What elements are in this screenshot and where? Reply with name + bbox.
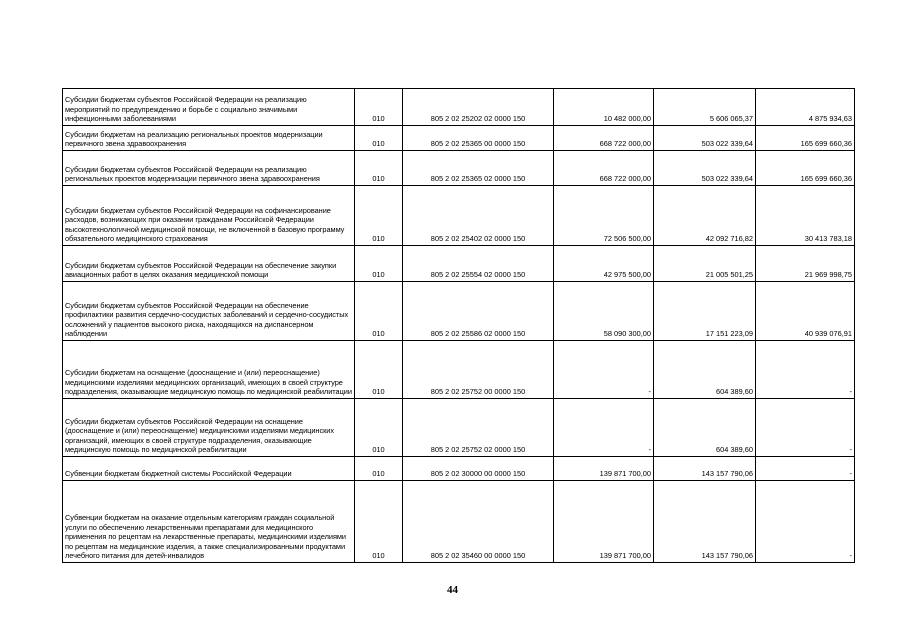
row-description: Субсидии бюджетам субъектов Российской Федерации на реализацию мероприятий по предупреждению и борьбе с социально значимыми инфекционными заболеваниями — [63, 89, 355, 126]
row-executed-amount: 604 389,60 — [654, 341, 756, 399]
row-budget-code: 805 2 02 25365 02 0000 150 — [403, 151, 554, 186]
table-row — [63, 341, 855, 399]
row-description: Субсидии бюджетам на реализацию региональных проектов модернизации первичного звена здравоохранения — [63, 126, 355, 151]
row-line-code: 010 — [355, 186, 403, 246]
row-executed-amount: 604 389,60 — [654, 399, 756, 457]
table-row — [63, 151, 855, 186]
table-row — [63, 246, 855, 282]
row-approved-amount: - — [554, 399, 654, 457]
table-row — [63, 282, 855, 341]
row-budget-code: 805 2 02 30000 00 0000 150 — [403, 457, 554, 481]
row-line-code: 010 — [355, 246, 403, 282]
row-executed-amount: 21 005 501,25 — [654, 246, 756, 282]
row-executed-amount: 503 022 339,64 — [654, 126, 756, 151]
row-line-code: 010 — [355, 481, 403, 563]
row-approved-amount: 10 482 000,00 — [554, 89, 654, 126]
row-budget-code: 805 2 02 25752 00 0000 150 — [403, 341, 554, 399]
row-unexecuted-amount: - — [756, 399, 855, 457]
row-unexecuted-amount: 40 939 076,91 — [756, 282, 855, 341]
row-approved-amount: 139 871 700,00 — [554, 457, 654, 481]
row-description: Субсидии бюджетам субъектов Российской Федерации на оснащение (дооснащение и (или) переоснащение) медицинскими изделиями медицинских организаций, имеющих в своей структуре подразделения, оказывающие медицинскую помощь по медицинской реабилитации — [63, 399, 355, 457]
row-description: Субсидии бюджетам субъектов Российской Федерации на софинансирование расходов, возникающих при оказании гражданам Российской Федерации высокотехнологичной медицинской помощи, не включенной в базовую программу обязательного медицинского страхования — [63, 186, 355, 246]
row-budget-code: 805 2 02 25202 02 0000 150 — [403, 89, 554, 126]
row-description: Субсидии бюджетам субъектов Российской Федерации на обеспечение профилактики развития сердечно-сосудистых заболеваний и сердечно-сосудистых осложнений у пациентов высокого риска, находящихся на диспансерном наблюдении — [63, 282, 355, 341]
table-row — [63, 89, 855, 126]
row-executed-amount: 503 022 339,64 — [654, 151, 756, 186]
row-description: Субвенции бюджетам бюджетной системы Российской Федерации — [63, 457, 355, 481]
row-executed-amount: 42 092 716,82 — [654, 186, 756, 246]
table-row — [63, 457, 855, 481]
row-approved-amount: 72 506 500,00 — [554, 186, 654, 246]
page-number: 44 — [447, 584, 458, 596]
row-executed-amount: 143 157 790,06 — [654, 481, 756, 563]
row-line-code: 010 — [355, 151, 403, 186]
budget-execution-table — [62, 88, 855, 563]
row-line-code: 010 — [355, 89, 403, 126]
row-unexecuted-amount: 165 699 660,36 — [756, 151, 855, 186]
table-row — [63, 186, 855, 246]
row-unexecuted-amount: 21 969 998,75 — [756, 246, 855, 282]
row-unexecuted-amount: - — [756, 457, 855, 481]
row-line-code: 010 — [355, 126, 403, 151]
row-unexecuted-amount: - — [756, 341, 855, 399]
row-executed-amount: 5 606 065,37 — [654, 89, 756, 126]
row-budget-code: 805 2 02 25554 02 0000 150 — [403, 246, 554, 282]
row-executed-amount: 17 151 223,09 — [654, 282, 756, 341]
row-description: Субсидии бюджетам на оснащение (дооснащение и (или) переоснащение) медицинскими изделиями медицинских организаций, имеющих в своей структуре подразделения, оказывающие медицинскую помощь по медицинской реабилитации — [63, 341, 355, 399]
row-approved-amount: 668 722 000,00 — [554, 126, 654, 151]
row-line-code: 010 — [355, 399, 403, 457]
table-row — [63, 481, 855, 563]
row-executed-amount: 143 157 790,06 — [654, 457, 756, 481]
row-line-code: 010 — [355, 282, 403, 341]
row-budget-code: 805 2 02 25365 00 0000 150 — [403, 126, 554, 151]
row-approved-amount: 668 722 000,00 — [554, 151, 654, 186]
row-approved-amount: - — [554, 341, 654, 399]
row-budget-code: 805 2 02 25586 02 0000 150 — [403, 282, 554, 341]
row-approved-amount: 42 975 500,00 — [554, 246, 654, 282]
row-budget-code: 805 2 02 25752 02 0000 150 — [403, 399, 554, 457]
row-unexecuted-amount: - — [756, 481, 855, 563]
row-description: Субсидии бюджетам субъектов Российской Федерации на обеспечение закупки авиационных работ в целях оказания медицинской помощи — [63, 246, 355, 282]
row-unexecuted-amount: 4 875 934,63 — [756, 89, 855, 126]
row-budget-code: 805 2 02 25402 02 0000 150 — [403, 186, 554, 246]
table-row — [63, 399, 855, 457]
row-line-code: 010 — [355, 457, 403, 481]
row-line-code: 010 — [355, 341, 403, 399]
row-unexecuted-amount: 30 413 783,18 — [756, 186, 855, 246]
table-row — [63, 126, 855, 151]
row-description: Субсидии бюджетам субъектов Российской Федерации на реализацию региональных проектов модернизации первичного звена здравоохранения — [63, 151, 355, 186]
row-unexecuted-amount: 165 699 660,36 — [756, 126, 855, 151]
row-description: Субвенции бюджетам на оказание отдельным категориям граждан социальной услуги по обеспечению лекарственными препаратами для медицинского применения по рецептам на лекарственные препараты, медицинскими изделиями по рецептам на медицинские изделия, а также специализированными продуктами лечебного питания для детей-инвалидов — [63, 481, 355, 563]
row-approved-amount: 58 090 300,00 — [554, 282, 654, 341]
row-approved-amount: 139 871 700,00 — [554, 481, 654, 563]
row-budget-code: 805 2 02 35460 00 0000 150 — [403, 481, 554, 563]
